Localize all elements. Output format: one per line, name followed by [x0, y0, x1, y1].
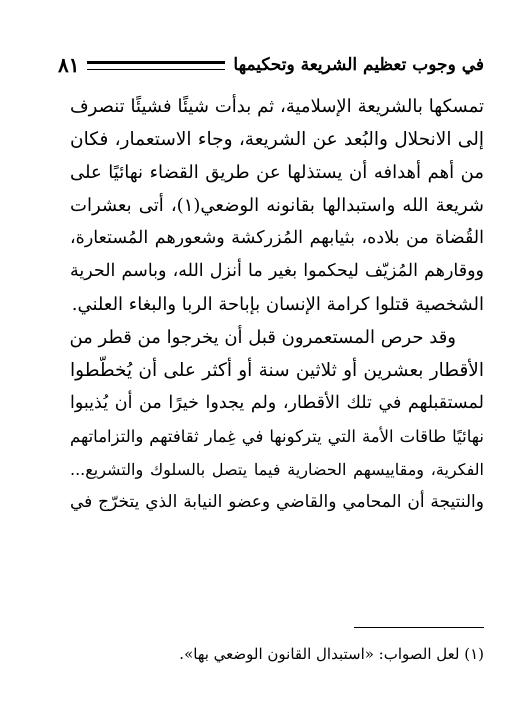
text-line: تمسكها بالشريعة الإسلامية، ثم بدأت شيئًا فشيئًا تنصرف: [70, 96, 484, 117]
running-header-title: في وجوب تعظيم الشريعة وتحكيمها: [233, 55, 484, 75]
running-header: [58, 50, 484, 80]
header-double-rule: [87, 61, 225, 70]
text-line: الأقطار بعشرين أو ثلاثين سنة أو أكثر على أن يُخطّطوا: [70, 360, 484, 381]
text-line: إلى الانحلال والبُعد عن الشريعة، وجاء الاستعمار، فكان: [70, 129, 484, 150]
text-line: الشخصية قتلوا كرامة الإنسان بإباحة الربا والبغاء العلني.: [71, 294, 484, 315]
text-line: والنتيجة أن المحامي والقاضي وعضو النيابة الذي يتخرّج في: [70, 492, 484, 512]
text-line: من أهم أهدافه أن يستذلها عن طريق القضاء نهائيًا على: [70, 162, 484, 183]
body-text: [70, 90, 484, 519]
text-line: لمستقبلهم في تلك الأقطار، ولم يجدوا خيرًا من أن يُذيبوا: [70, 393, 484, 413]
text-line: الفكرية، ومقاييسهم الحضارية فيما يتصل بالسلوك والتشريع...: [70, 460, 484, 479]
text-line: وقد حرص المستعمرون قبل أن يخرجوا من قطر من: [69, 327, 456, 348]
text-line: نهائيًا طاقات الأمة التي يتركونها في غِمار ثقافتهم والتزاماتهم: [70, 427, 484, 446]
text-line: القُضاة من بلاده، بثيابهم المُزركشة وشعورهم المُستعارة،: [70, 228, 484, 248]
page-number: ٨١: [58, 53, 80, 77]
footnote-separator: [354, 627, 484, 628]
text-line: شريعة الله واستبدالها بقانونه الوضعي(١)، أتى بعشرات: [70, 195, 485, 216]
text-line: ووقارهم المُزيّف ليحكموا بغير ما أنزل الله، وباسم الحرية: [70, 261, 484, 281]
footnote: (١) لعل الصواب: «استبدال القانون الوضعي بها».: [179, 645, 484, 663]
